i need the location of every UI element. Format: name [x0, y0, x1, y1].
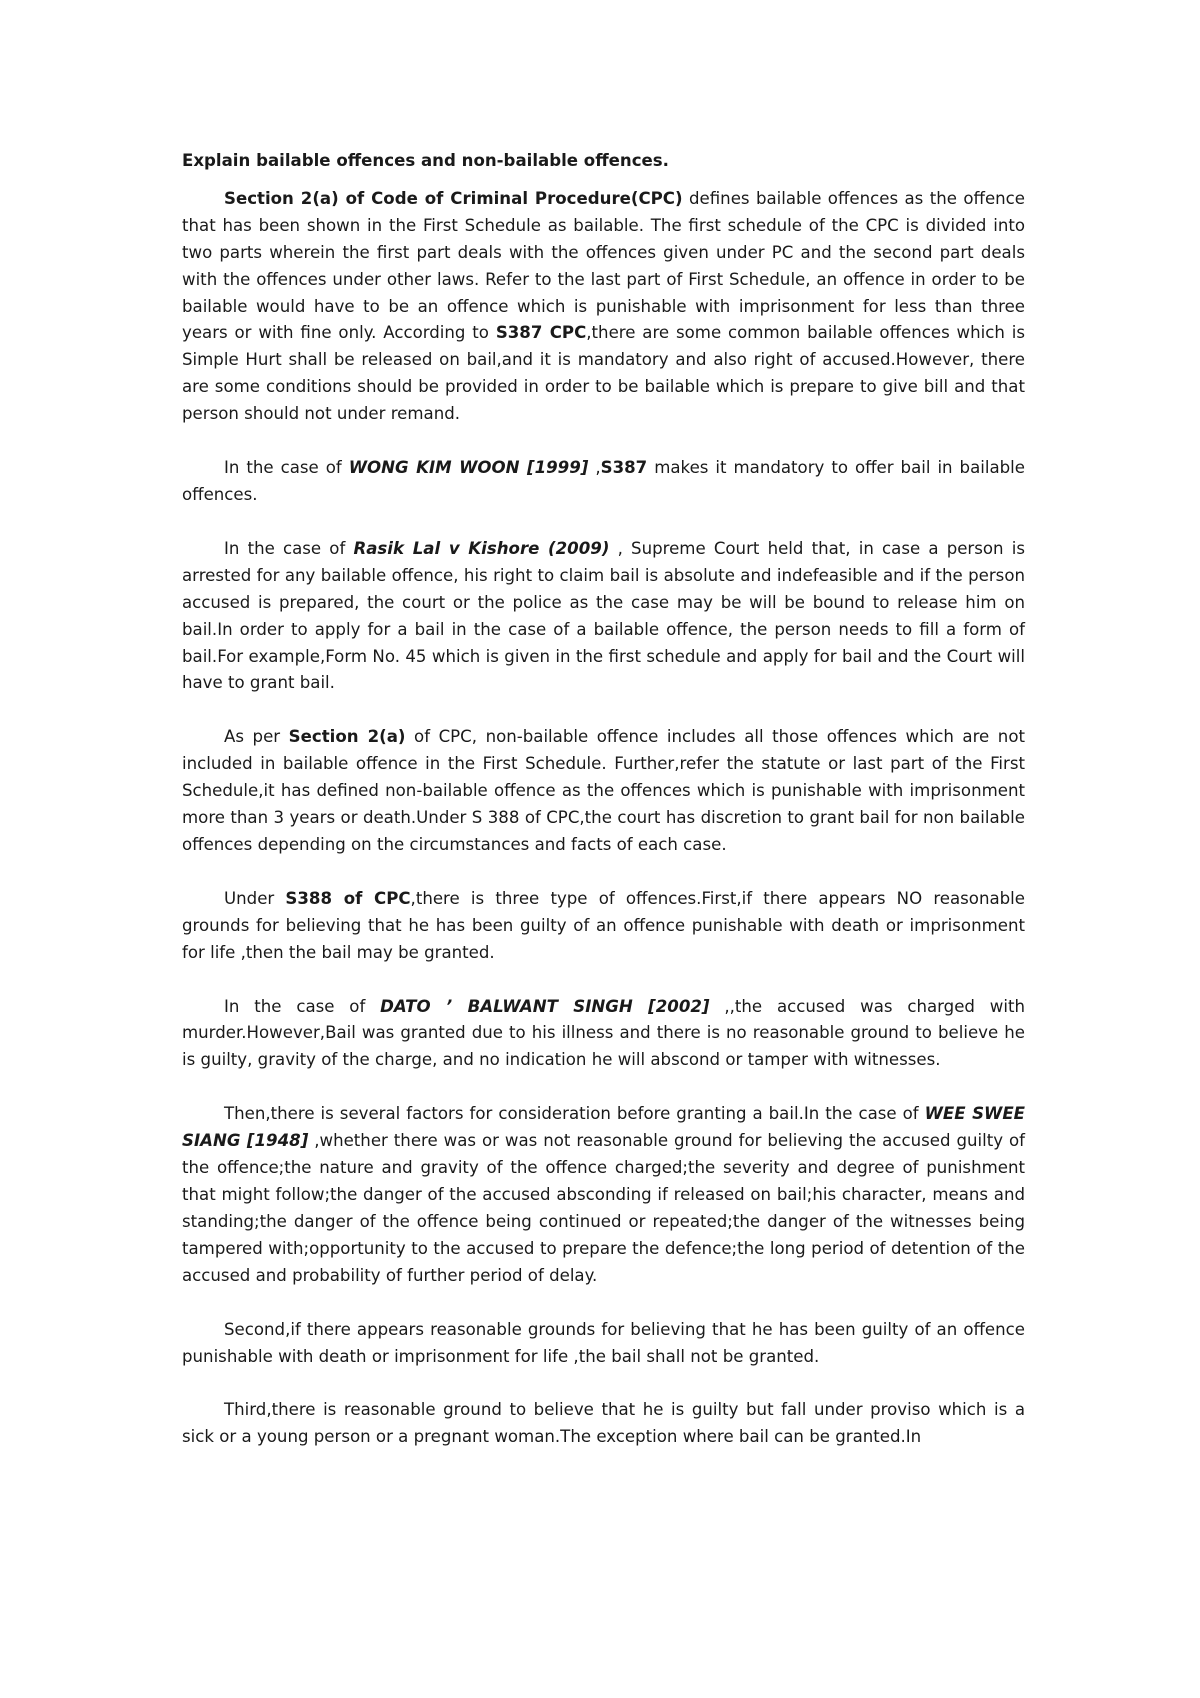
paragraph: [182, 724, 1025, 859]
text-run: Then,there is several factors for consideration before granting a bail.In the case of: [224, 1104, 925, 1124]
document-page: [182, 148, 1025, 1478]
document-title: Explain bailable offences and non-bailable offences.: [182, 151, 669, 170]
emphasized-text: S387 CPC: [495, 323, 587, 343]
paragraph: [182, 994, 1025, 1075]
text-run: ,there are some common bailable offences which is Simple Hurt shall be released on bail,and it is mandatory and also right of accused.However, there are some conditions should be provided in order to be bailable which is prepare to give bill and that person should not under remand.: [182, 323, 1026, 424]
text-run: As per: [224, 727, 289, 747]
paragraph: [182, 1317, 1025, 1371]
document-body: [182, 186, 1025, 1451]
text-run: of CPC, non-bailable offence includes all those offences which are not included in bailable offence in the First Schedule. Further,refer the statute or last part of the First Schedule,it has defined non-bailable offence as the offences which is punishable with imprisonment more than 3 years or death.Under S 388 of CPC,the court has discretion to grant bail for non bailable offences depending on the circumstances and facts of each case.: [182, 727, 1025, 854]
text-run: In the case of: [224, 996, 381, 1016]
text-run: Second,if there appears reasonable grounds for believing that he has been guilty of an offence punishable with death or imprisonment for life ,the bail shall not be granted.: [182, 1319, 1025, 1366]
paragraph: [182, 536, 1025, 697]
text-run: Under: [224, 888, 286, 908]
emphasized-text: Section 2(a) of Code of Criminal Procedure(CPC): [224, 188, 683, 208]
text-run: ,there is three type of offences.First,if there appears NO reasonable grounds for believing that he has been guilty of an offence punishable with death or imprisonment for life ,then the bail may be granted.: [182, 888, 1025, 962]
text-run: defines bailable offences as the offence that has been shown in the First Schedule as bailable. The first schedule of the CPC is divided into two parts wherein the first part deals with the offences given under PC and the second part deals with the offences under other laws. Refer to the last part of First Schedule, an offence in order to be bailable would have to be an offence which is punishable with imprisonment for less than three years or with fine only. According to: [182, 188, 1026, 343]
text-run: , Supreme Court held that, in case a person is arrested for any bailable offence, his right to claim bail is absolute and indefeasible and if the person accused is prepared, the court or the police as the case may be will be bound to release him on bail.In order to apply for a bail in the case of a bailable offence, the person needs to fill a form of bail.For example,Form No. 45 which is given in the first schedule and apply for bail and the Court will have to grant bail.: [182, 538, 1025, 693]
emphasized-text: WONG KIM WOON [1999]: [348, 458, 589, 478]
paragraph: [182, 1101, 1025, 1289]
text-run: ,whether there was or was not reasonable ground for believing the accused guilty of the offence;the nature and gravity of the offence charged;the severity and degree of punishment that might follow;the danger of the accused absconding if released on bail;his character, means and standing;the danger of the offence being continued or repeated;the danger of the witnesses being tampered with;opportunity to the accused to prepare the defence;the long period of detention of the accused and probability of further period of delay.: [182, 1131, 1025, 1285]
text-run: ,,the accused was charged with murder.However,Bail was granted due to his illness and there is no reasonable ground to believe he is guilty, gravity of the charge, and no indication he will abscond or tamper with witnesses.: [182, 996, 1026, 1070]
text-run: In the case of: [224, 458, 349, 478]
text-run: makes it mandatory to offer bail in bailable offences.: [182, 458, 1025, 504]
emphasized-text: S388 of CPC: [285, 888, 411, 908]
text-run: In the case of: [224, 538, 354, 558]
paragraph: [182, 886, 1025, 967]
emphasized-text: Rasik Lal v Kishore (2009): [353, 538, 610, 558]
text-run: Third,there is reasonable ground to believe that he is guilty but fall under proviso which is a sick or a young person or a pregnant woman.The exception where bail can be granted.In: [182, 1400, 1025, 1447]
emphasized-text: WEE SWEE SIANG [1948]: [182, 1104, 1026, 1151]
text-run: ,: [588, 458, 601, 478]
emphasized-text: Section 2(a): [288, 727, 406, 747]
emphasized-text: DATO ’ BALWANT SINGH [2002]: [380, 996, 710, 1016]
emphasized-text: S387: [600, 458, 648, 478]
paragraph: [182, 455, 1025, 509]
paragraph: [182, 186, 1025, 428]
paragraph: [182, 1397, 1025, 1451]
